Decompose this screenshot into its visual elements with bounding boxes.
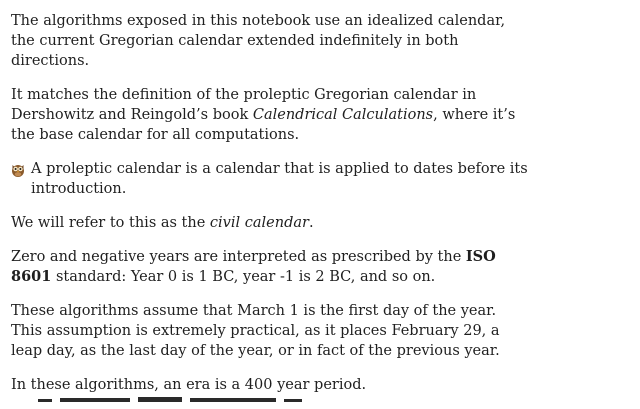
book-title: Calendrical Calculations — [252, 107, 434, 123]
paragraph-idealized-calendar: The algorithms exposed in this notebook use an idealized calendar, the current Gregorian calendar extended indefinitely in both directions. — [11, 13, 506, 69]
paragraph-proleptic-definition — [11, 85, 531, 145]
p4-text-start: Zero and negative years are interpreted as prescribed by the — [11, 249, 466, 265]
p2-text-start: It matches the definition of the proleptic Gregorian calendar in Dershowitz and Reingold’s book — [11, 87, 477, 123]
note-text: A proleptic calendar is a calendar that is applied to dates before its introduction. — [31, 161, 528, 197]
p2-text-end: , where it’s the base calendar for all computations. — [11, 107, 516, 143]
cut-off-text-line — [38, 392, 308, 402]
proleptic-note — [11, 159, 531, 199]
civil-calendar-term: civil calendar — [209, 215, 309, 231]
paragraph-negative-years — [11, 247, 531, 287]
paragraph-era: In these algorithms, an era is a 400 year period. — [11, 377, 367, 393]
paragraph-civil-calendar — [11, 213, 531, 233]
owl-icon — [11, 162, 25, 177]
p4-text-end: standard: Year 0 is 1 BC, year -1 is 2 BC, and so on. — [51, 269, 436, 285]
notebook-text — [11, 11, 531, 409]
paragraph-march-first: These algorithms assume that March 1 is the first day of the year. This assumption is extremely practical, as it places February 29, a leap day, as the last day of the year, or in fact of the previous year. — [11, 303, 500, 359]
p3-text-start: We will refer to this as the — [11, 215, 210, 231]
p3-text-end: . — [308, 215, 314, 231]
iso-standard: ISO 8601 — [11, 248, 496, 285]
